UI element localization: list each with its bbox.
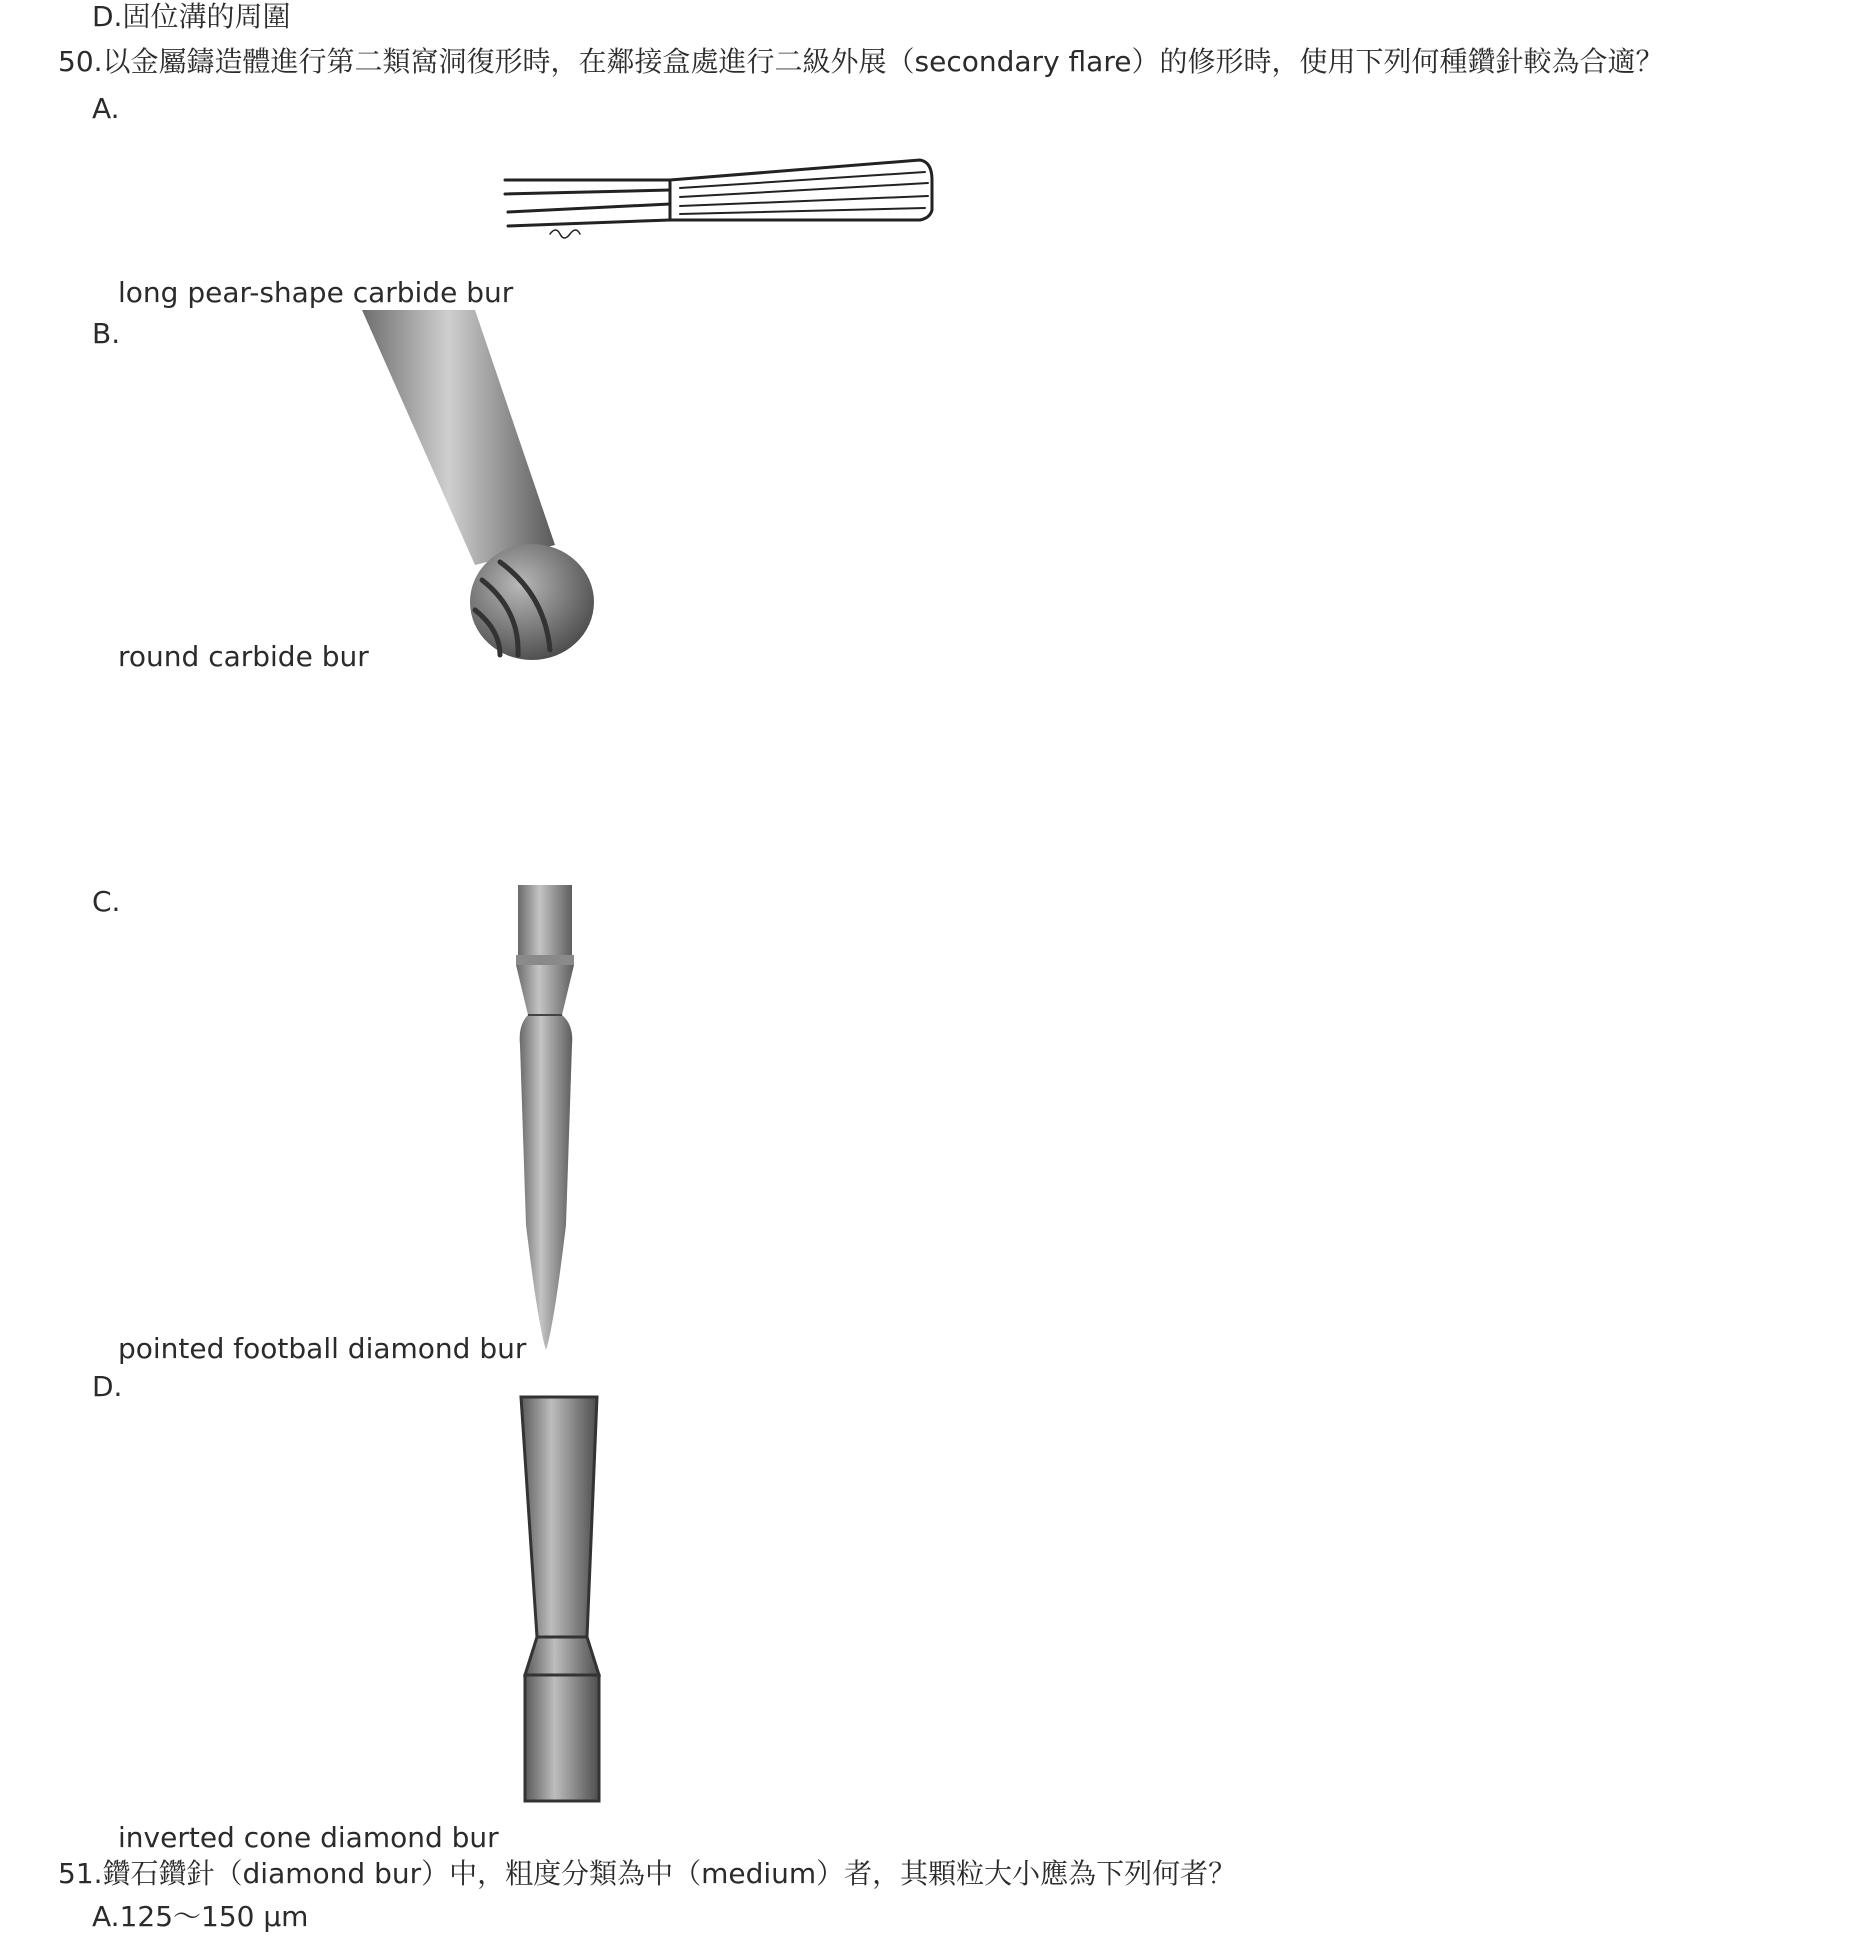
option-c-caption: pointed football diamond bur xyxy=(118,1332,527,1365)
question-51-stem xyxy=(58,1857,1236,1891)
option-b-caption: round carbide bur xyxy=(118,640,369,673)
long-pear-shape-carbide-bur-illustration xyxy=(500,150,940,250)
option-text: 125～150 μm xyxy=(119,1900,309,1933)
round-carbide-bur-illustration xyxy=(350,310,610,670)
option-b-letter: B. xyxy=(92,317,121,350)
option-d-letter: D. xyxy=(92,1370,123,1403)
question-number: 51. xyxy=(58,1857,103,1890)
option-a-letter: A. xyxy=(92,92,120,125)
option-c-letter: C. xyxy=(92,885,121,918)
option-letter: D. xyxy=(92,0,123,33)
question-text: 以金屬鑄造體進行第二類窩洞復形時，在鄰接盒處進行二級外展（secondary flare）的修形時，使用下列何種鑽針較為合適？ xyxy=(102,45,1664,78)
question-51-option-a xyxy=(92,1900,308,1934)
option-letter: A. xyxy=(92,1900,120,1933)
question-50-stem xyxy=(58,45,1663,79)
option-d-caption: inverted cone diamond bur xyxy=(118,1821,499,1854)
inverted-cone-diamond-bur-illustration xyxy=(515,1395,605,1805)
question-number: 50. xyxy=(58,45,103,78)
option-text: 固位溝的周圍 xyxy=(122,0,291,33)
pointed-football-diamond-bur-illustration xyxy=(510,885,590,1355)
option-a-caption: long pear-shape carbide bur xyxy=(118,276,514,309)
prev-option-d xyxy=(92,0,290,34)
question-text: 鑽石鑽針（diamond bur）中，粗度分類為中（medium）者，其顆粒大小應為下列何者？ xyxy=(102,1857,1237,1890)
